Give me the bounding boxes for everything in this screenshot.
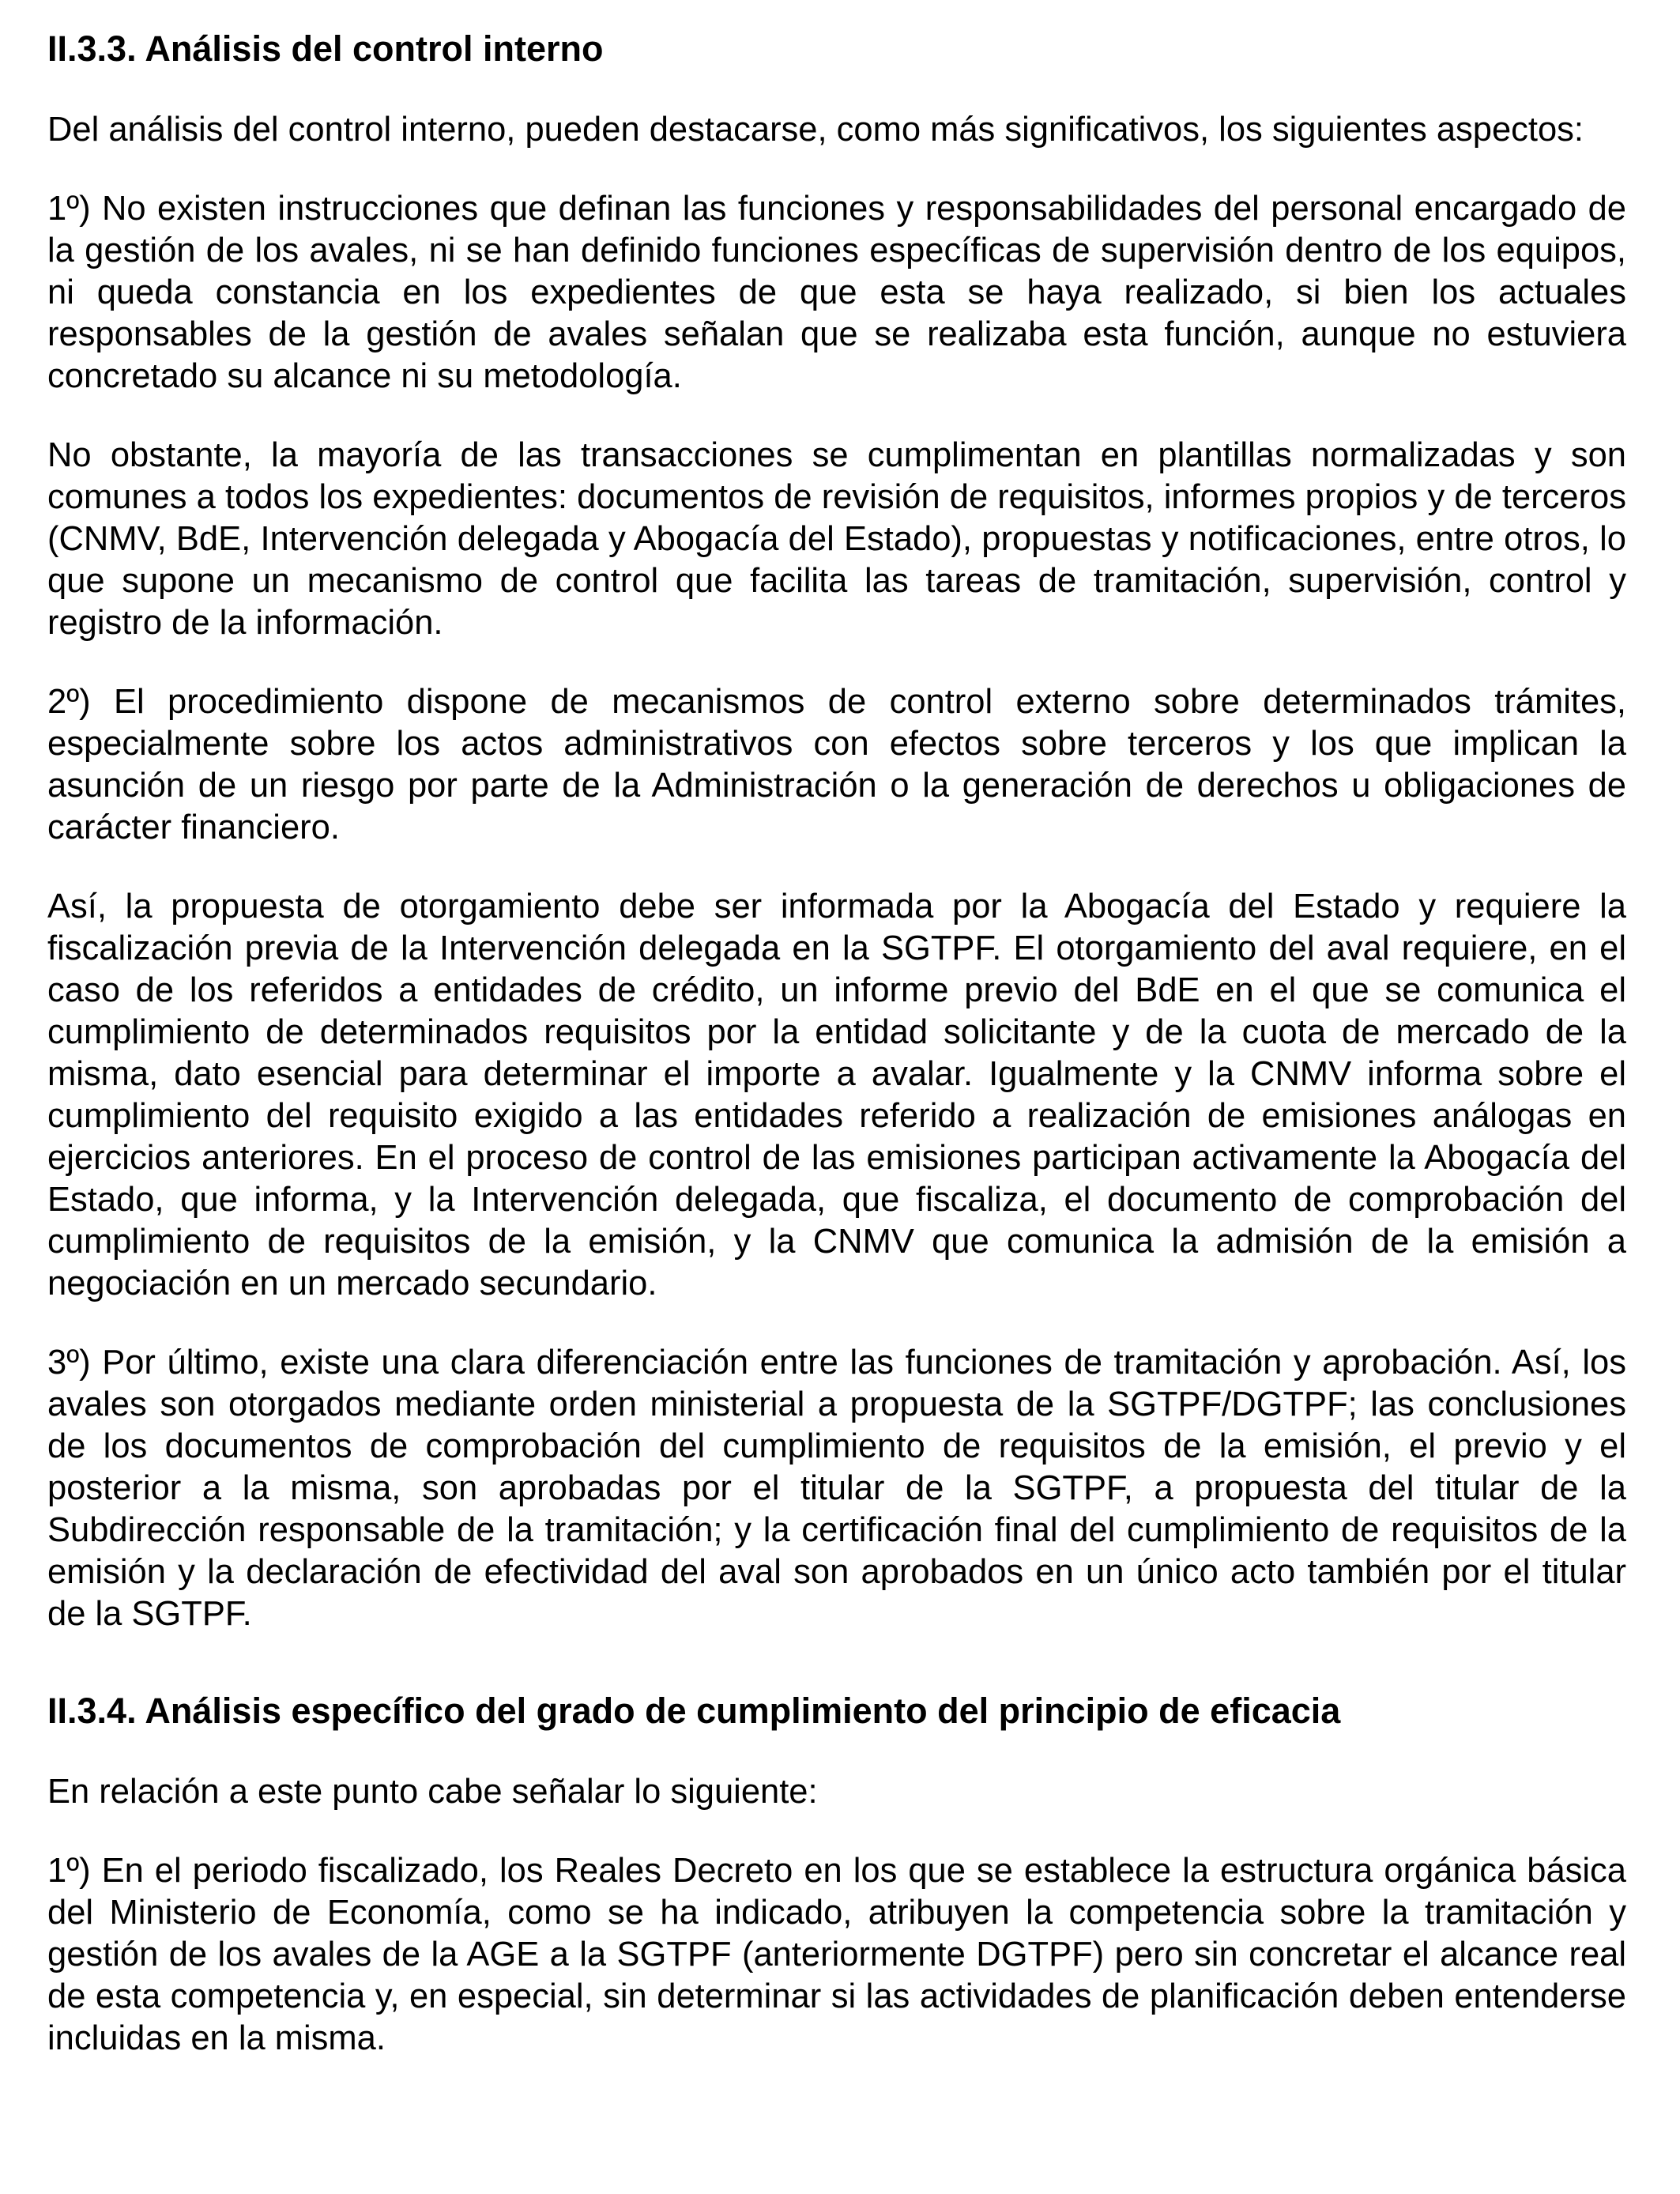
paragraph-point-2: 2º) El procedimiento dispone de mecanismos de control externo sobre determinados trámites, especialmente sobre los actos administrativos con efectos sobre terceros y los que implican la asunción de un riesgo por parte de la Administración o la generación de derechos u obligaciones de carácter financiero.	[47, 683, 1626, 846]
paragraph-external-control: Así, la propuesta de otorgamiento debe ser informada por la Abogacía del Estado y requiere la fiscalización previa de la Intervención delegada en la SGTPF. El otorgamiento del aval requiere, en el caso de los referidos a entidades de crédito, un informe previo del BdE en el que se comunica el cumplimiento de determinados requisitos por la entidad solicitante y de la cuota de mercado de la misma, dato esencial para determinar el importe a avalar. Igualmente y la CNMV informa sobre el cumplimiento del requisito exigido a las entidades referido a realización de emisiones análogas en ejercicios anteriores. En el proceso de control de las emisiones participan activamente la Abogacía del Estado, que informa, y la Intervención delegada, que fiscaliza, el documento de comprobación del cumplimiento de requisitos de la emisión, y la CNMV que comunica la admisión de la emisión a negociación en un mercado secundario.	[47, 888, 1626, 1302]
document-page	[47, 25, 1626, 2097]
paragraph-templates: No obstante, la mayoría de las transacciones se cumplimentan en plantillas normalizadas y son comunes a todos los expedientes: documentos de revisión de requisitos, informes propios y de terceros (CNMV, BdE, Intervención delegada y Abogacía del Estado), propuestas y notificaciones, entre otros, lo que supone un mecanismo de control que facilita las tareas de tramitación, supervisión, control y registro de la información.	[47, 436, 1626, 642]
section-heading-ii-3-4: II.3.4. Análisis específico del grado de cumplimiento del principio de eficacia	[47, 1691, 1341, 1731]
section-intro: En relación a este punto cabe señalar lo siguiente:	[47, 1773, 818, 1811]
section-intro: Del análisis del control interno, pueden destacarse, como más significativos, los siguientes aspectos:	[47, 111, 1584, 149]
paragraph-point-1: 1º) En el periodo fiscalizado, los Reales Decreto en los que se establece la estructura orgánica básica del Ministerio de Economía, como se ha indicado, atribuyen la competencia sobre la tramitación y gestión de los avales de la AGE a la SGTPF (anteriormente DGTPF) pero sin concretar el alcance real de esta competencia y, en especial, sin determinar si las actividades de planificación deben entenderse incluidas en la misma.	[47, 1852, 1626, 2057]
paragraph-point-3: 3º) Por último, existe una clara diferenciación entre las funciones de tramitación y aprobación. Así, los avales son otorgados mediante orden ministerial a propuesta de la SGTPF/DGTPF; las conclusiones de los documentos de comprobación del cumplimiento de requisitos de la emisión, el previo y el posterior a la misma, son aprobadas por el titular de la SGTPF, a propuesta del titular de la Subdirección responsable de la tramitación; y la certificación final del cumplimiento de requisitos de la emisión y la declaración de efectividad del aval son aprobados en un único acto también por el titular de la SGTPF.	[47, 1344, 1626, 1633]
paragraph-point-1: 1º) No existen instrucciones que definan las funciones y responsabilidades del personal encargado de la gestión de los avales, ni se han definido funciones específicas de supervisión dentro de los equipos, ni queda constancia en los expedientes de que esta se haya realizado, si bien los actuales responsables de la gestión de avales señalan que se realizaba esta función, aunque no estuviera concretado su alcance ni su metodología.	[47, 190, 1626, 395]
section-heading-ii-3-3: II.3.3. Análisis del control interno	[47, 28, 604, 69]
